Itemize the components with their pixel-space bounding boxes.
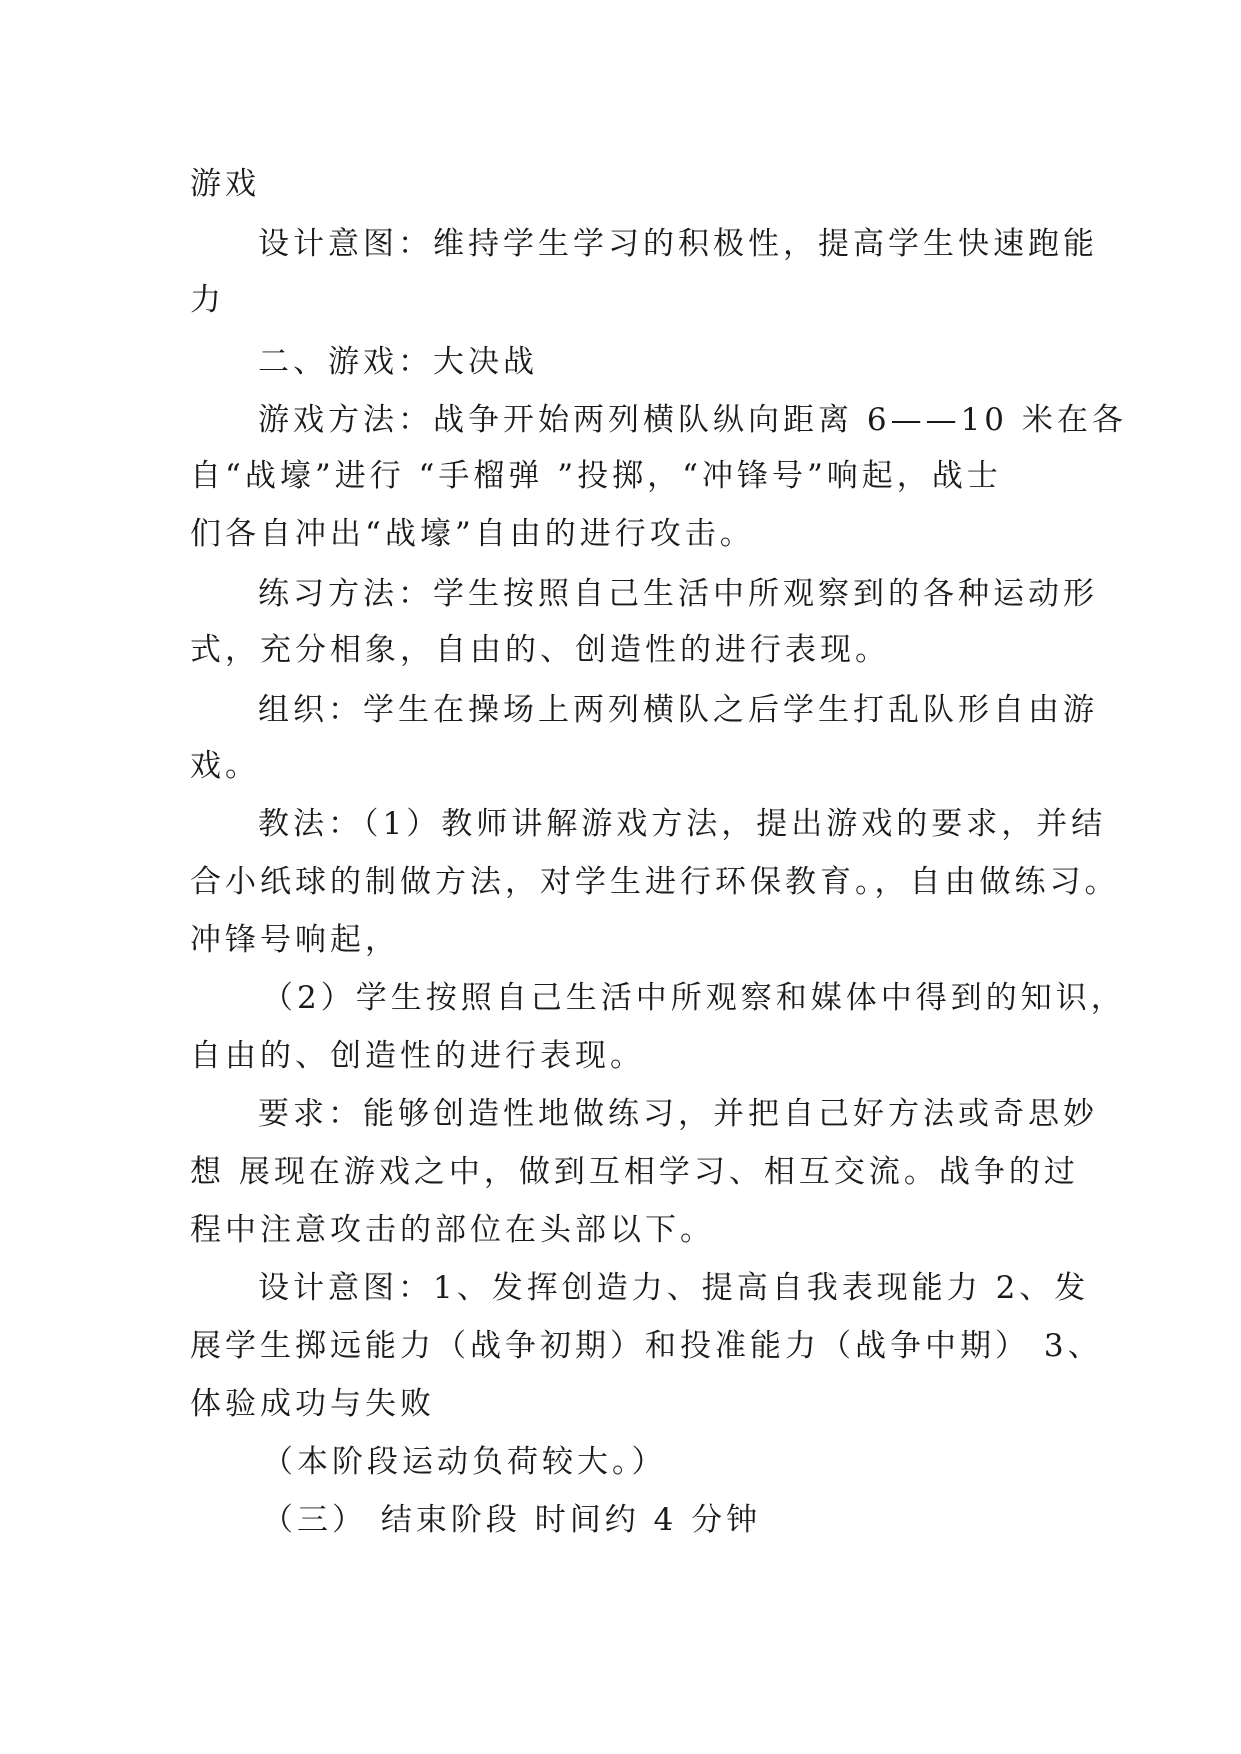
text-line: 游戏方法：战争开始两列横队纵向距离 6——10 米在各 xyxy=(258,402,1127,438)
text-line: 要求：能够创造性地做练习，并把自己好方法或奇思妙 xyxy=(258,1096,1098,1132)
text-line: 展学生掷远能力（战争初期）和投准能力（战争中期） 3、 xyxy=(190,1328,1103,1364)
text-line: 设计意图：维持学生学习的积极性，提高学生快速跑能 xyxy=(258,226,1098,262)
text-line: 式，充分相象，自由的、创造性的进行表现。 xyxy=(190,632,890,668)
text-line: （本阶段运动负荷较大。） xyxy=(262,1444,667,1480)
text-line: 教法：（1）教师讲解游戏方法，提出游戏的要求，并结 xyxy=(258,806,1107,842)
text-line: 冲锋号响起， xyxy=(190,922,400,958)
text-line: 练习方法：学生按照自己生活中所观察到的各种运动形 xyxy=(258,576,1098,612)
text-line: 设计意图：1、发挥创造力、提高自我表现能力 2、发 xyxy=(258,1270,1090,1306)
text-line: 游戏 xyxy=(190,166,260,202)
text-line: 们各自冲出“战壕”自由的进行攻击。 xyxy=(190,516,755,552)
text-line: 体验成功与失败 xyxy=(190,1386,435,1422)
text-line: 戏。 xyxy=(190,748,260,784)
text-line: 自由的、创造性的进行表现。 xyxy=(190,1038,645,1074)
section-heading: （三） 结束阶段 时间约 4 分钟 xyxy=(262,1502,762,1538)
text-line: 自“战壕”进行 “手榴弹 ”投掷，“冲锋号”响起，战士 xyxy=(190,458,1002,494)
text-line: （2）学生按照自己生活中所观察和媒体中得到的知识， xyxy=(262,980,1126,1016)
text-line: 组织：学生在操场上两列横队之后学生打乱队形自由游 xyxy=(258,692,1098,728)
text-line: 想 展现在游戏之中，做到互相学习、相互交流。战争的过 xyxy=(190,1154,1079,1190)
text-line: 合小纸球的制做方法，对学生进行环保教育。，自由做练习。 xyxy=(190,864,1120,900)
text-line: 程中注意攻击的部位在头部以下。 xyxy=(190,1212,715,1248)
section-heading: 二、游戏：大决战 xyxy=(258,344,538,380)
text-line: 力 xyxy=(190,282,225,318)
